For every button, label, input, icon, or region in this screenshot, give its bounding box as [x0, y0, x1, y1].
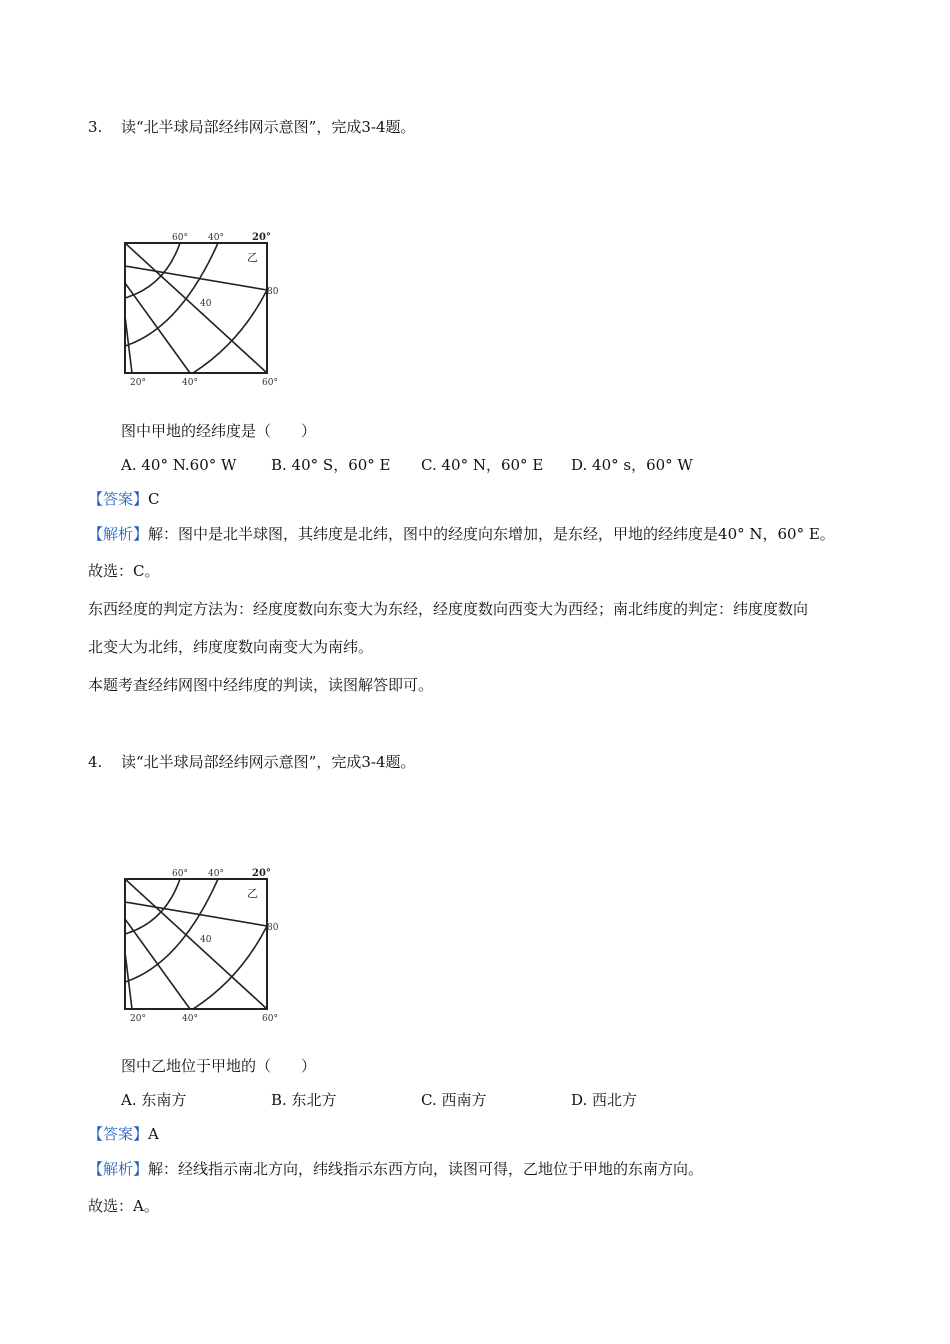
q3-number: 3.	[88, 118, 103, 136]
q4-analysis-line	[88, 1159, 703, 1179]
q3-option-a: A. 40° N.60° W	[121, 456, 237, 474]
q3-analysis-line	[88, 524, 835, 544]
label-center-40: 40	[200, 299, 212, 309]
label-yi: 乙	[247, 251, 258, 264]
q3-note-line3: 本题考查经纬网图中经纬度的判读，读图解答即可。	[88, 676, 434, 694]
label-top-20: 20°	[252, 232, 271, 243]
label-yi: 乙	[247, 887, 258, 900]
label-bottom-60: 60°	[262, 378, 278, 388]
answer-value: A	[148, 1125, 159, 1143]
q4-option-b: B. 东北方	[271, 1091, 337, 1109]
label-top-60: 60°	[172, 869, 188, 879]
label-bottom-40: 40°	[182, 1014, 198, 1024]
analysis-text: 解：经线指示南北方向，纬线指示东西方向，读图可得，乙地位于甲地的东南方向。	[148, 1160, 704, 1178]
q3-option-c: C. 40° N，60° E	[421, 456, 544, 474]
analysis-text: 解：图中是北半球图，其纬度是北纬，图中的经度向东增加，是东经，甲地的经纬度是40° N，60° E。	[148, 525, 835, 543]
q4-conclusion: 故选：A。	[88, 1197, 159, 1215]
q4-intro: 读“北半球局部经纬网示意图”，完成3-4题。	[121, 753, 416, 771]
q4-question: 图中乙地位于甲地的（ ）	[121, 1057, 317, 1075]
q3-question: 图中甲地的经纬度是（ ）	[121, 422, 317, 440]
analysis-tag: 【解析】	[88, 1160, 149, 1178]
label-top-40: 40°	[208, 233, 224, 243]
label-bottom-60: 60°	[262, 1014, 278, 1024]
q4-option-a: A. 东南方	[121, 1091, 187, 1109]
label-center-40: 40	[200, 935, 212, 945]
q4-graticule-map	[120, 864, 290, 1024]
label-right-80: 80	[267, 287, 279, 297]
q3-intro: 读“北半球局部经纬网示意图”，完成3-4题。	[121, 118, 416, 136]
q3-note-line1: 东西经度的判定方法为：经度度数向东变大为东经，经度度数向西变大为西经；南北纬度的判定：纬度度数向	[88, 600, 809, 618]
answer-tag: 【答案】	[88, 1125, 149, 1143]
label-top-20: 20°	[252, 868, 271, 879]
label-top-60: 60°	[172, 233, 188, 243]
label-right-80: 80	[267, 923, 279, 933]
answer-value: C	[148, 490, 160, 508]
label-bottom-40: 40°	[182, 378, 198, 388]
label-bottom-20: 20°	[130, 1014, 146, 1024]
q3-option-d: D. 40° s，60° W	[571, 456, 693, 474]
q3-conclusion: 故选：C。	[88, 562, 160, 580]
analysis-tag: 【解析】	[88, 525, 149, 543]
q3-note-line2: 北变大为北纬，纬度度数向南变大为南纬。	[88, 638, 374, 656]
q4-answer-line	[88, 1124, 159, 1144]
q4-option-d: D. 西北方	[571, 1091, 638, 1109]
q4-number: 4.	[88, 753, 103, 771]
q3-answer-line	[88, 489, 160, 509]
label-bottom-20: 20°	[130, 378, 146, 388]
answer-tag: 【答案】	[88, 490, 149, 508]
q3-graticule-map	[120, 228, 290, 388]
q3-option-b: B. 40° S，60° E	[271, 456, 391, 474]
label-top-40: 40°	[208, 869, 224, 879]
q4-option-c: C. 西南方	[421, 1091, 487, 1109]
